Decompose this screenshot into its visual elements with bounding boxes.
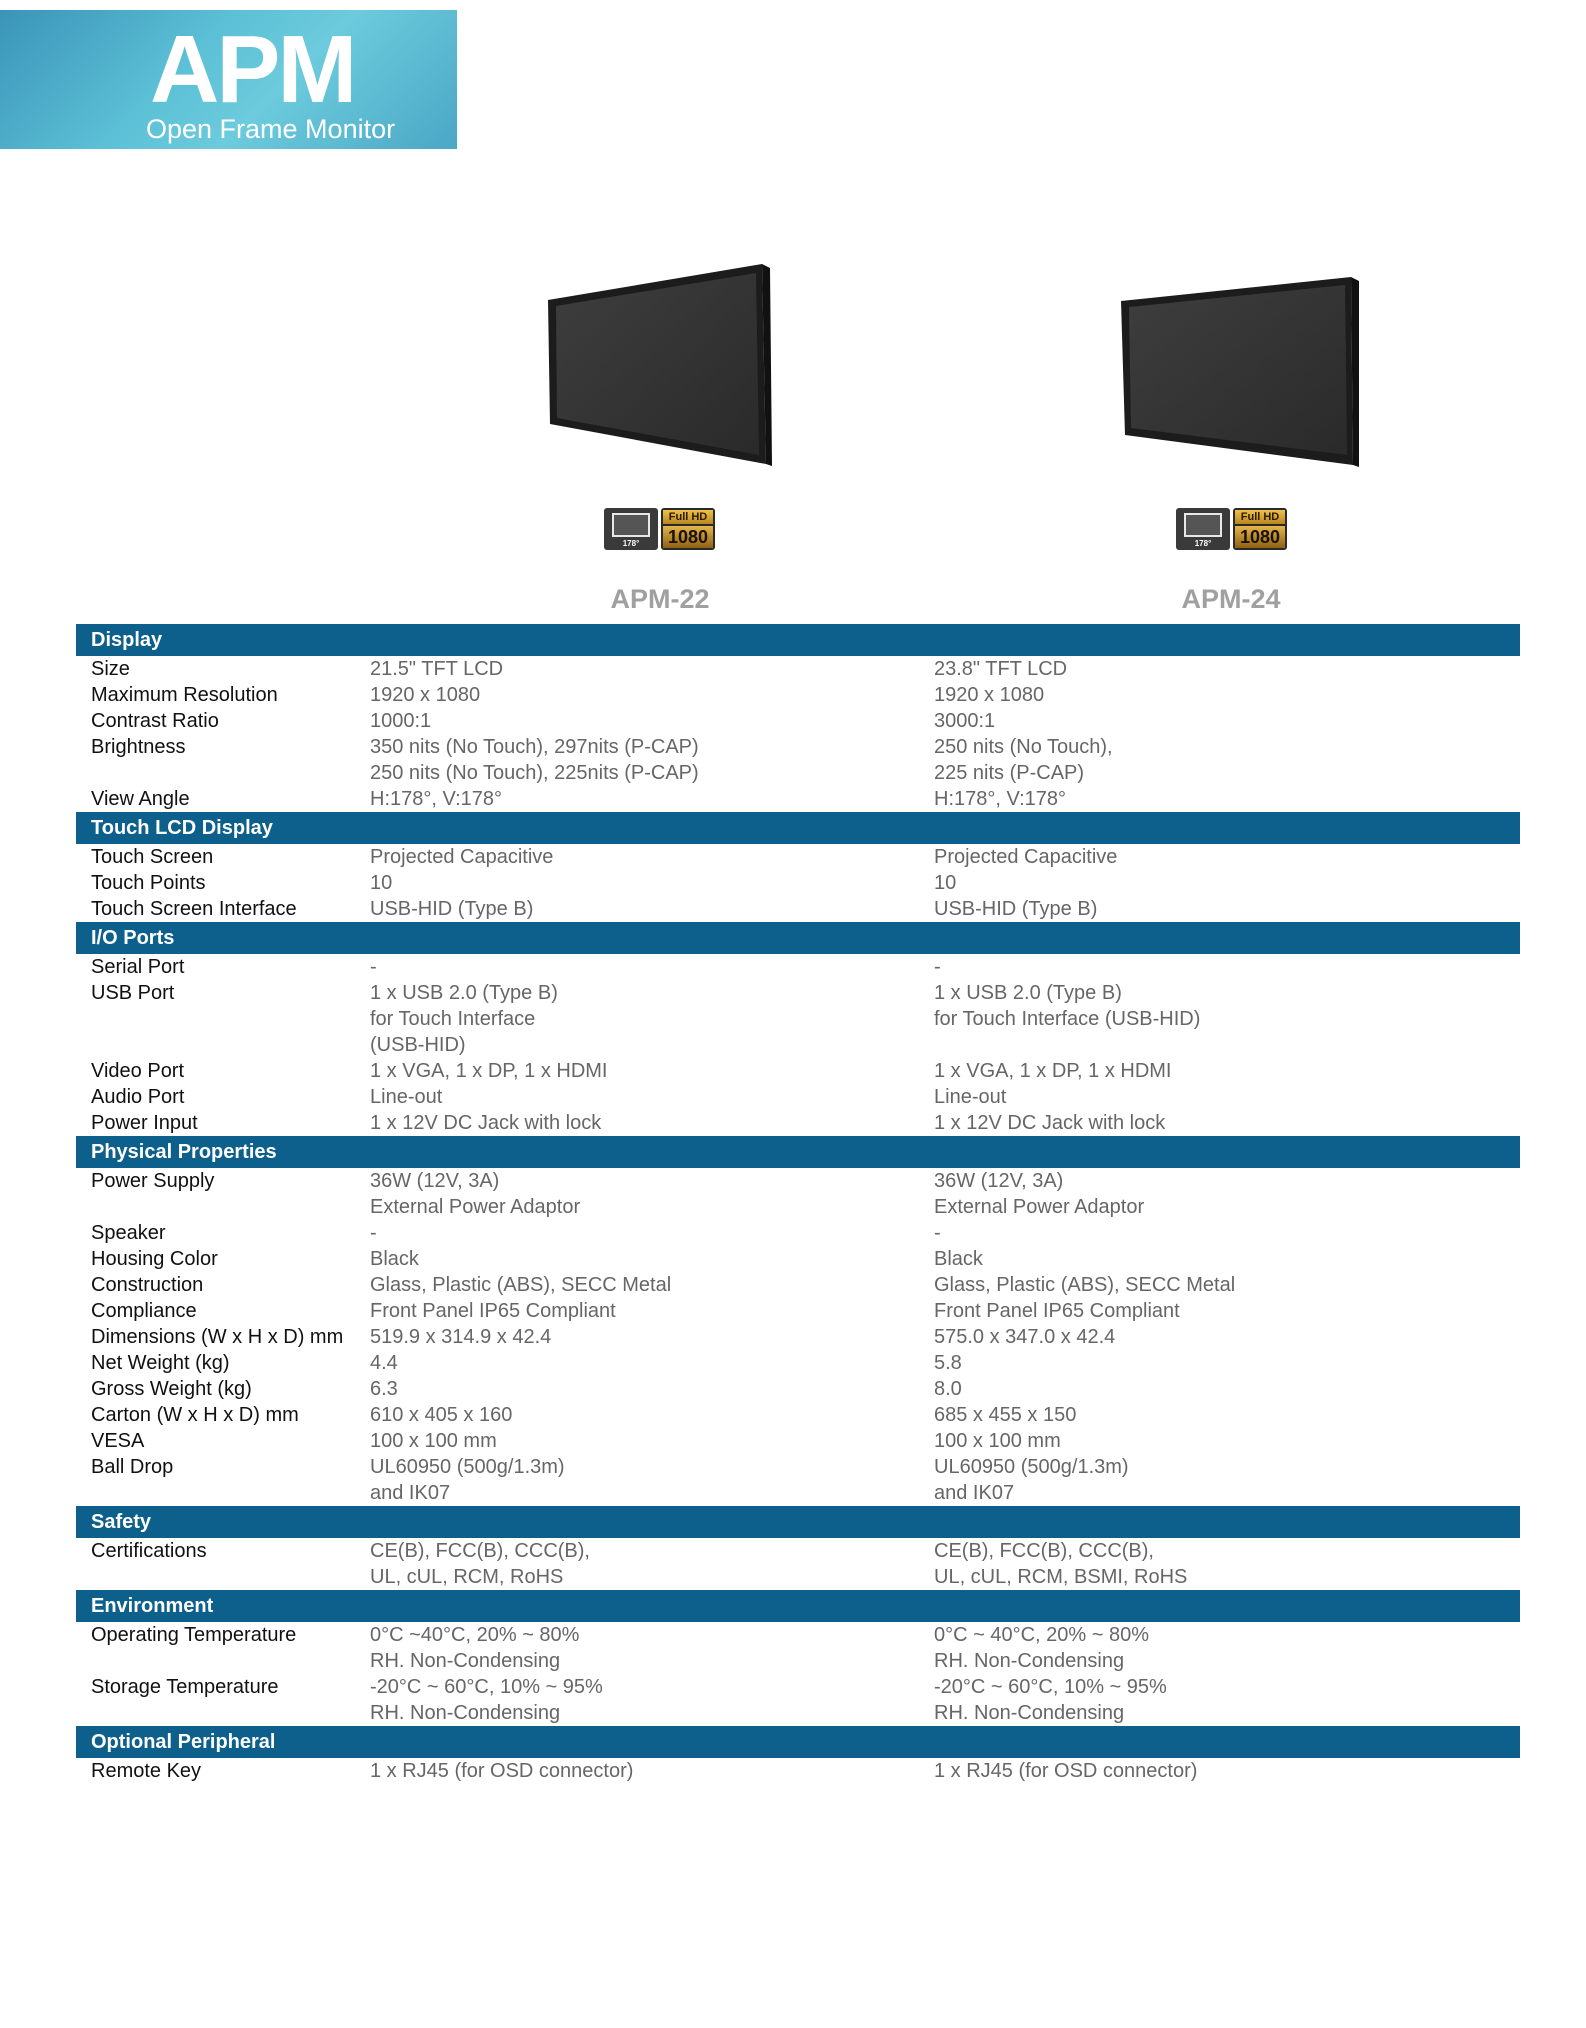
spec-value-apm-22: Front Panel IP65 Compliant [370,1300,616,1322]
spec-label: Speaker [91,1222,166,1244]
section-header: Touch LCD Display [76,812,1520,844]
spec-value-apm-24: 1 x RJ45 (for OSD connector) [934,1760,1198,1782]
spec-value-apm-24: 1 x VGA, 1 x DP, 1 x HDMI [934,1060,1172,1082]
spec-value-apm-24: 5.8 [934,1352,962,1374]
spec-table [76,624,1520,1784]
spec-value-apm-22: 21.5" TFT LCD [370,658,504,680]
spec-row [76,786,1520,812]
spec-label: Touch Screen Interface [91,898,297,920]
spec-row [76,1376,1520,1402]
spec-value-apm-24: Glass, Plastic (ABS), SECC Metal [934,1274,1236,1296]
feature-badges-apm-24 [1176,508,1287,550]
spec-row [76,1324,1520,1350]
product-image-apm-24 [1113,275,1363,475]
spec-value-apm-22: Line-out [370,1086,443,1108]
spec-value-apm-24: - [934,956,941,978]
spec-label: Operating Temperature [91,1624,297,1646]
spec-value-apm-24: 10 [934,872,957,894]
spec-value-apm-24: 575.0 x 347.0 x 42.4 [934,1326,1116,1348]
spec-label: Remote Key [91,1760,202,1782]
spec-value-apm-24: H:178°, V:178° [934,788,1067,810]
spec-label: Touch Points [91,872,206,894]
spec-value-apm-22: 100 x 100 mm [370,1430,497,1452]
spec-row [76,1454,1520,1506]
spec-value-apm-22: 4.4 [370,1352,398,1374]
spec-value-apm-22: 36W (12V, 3A) External Power Adaptor [370,1170,581,1218]
spec-value-apm-22: -20°C ~ 60°C, 10% ~ 95% RH. Non-Condensing [370,1676,603,1724]
spec-row [76,896,1520,922]
spec-value-apm-24: Projected Capacitive [934,846,1118,868]
spec-label: USB Port [91,982,175,1004]
spec-row [76,1058,1520,1084]
brand-banner [0,10,457,149]
spec-label: VESA [91,1430,145,1452]
spec-label: View Angle [91,788,190,810]
spec-value-apm-22: Projected Capacitive [370,846,554,868]
spec-label: Size [91,658,130,680]
spec-row [76,1622,1520,1674]
spec-row [76,1220,1520,1246]
spec-label: Housing Color [91,1248,218,1270]
spec-value-apm-22: 10 [370,872,393,894]
spec-value-apm-24: 100 x 100 mm [934,1430,1061,1452]
spec-value-apm-22: 1 x VGA, 1 x DP, 1 x HDMI [370,1060,608,1082]
spec-value-apm-22: 1 x 12V DC Jack with lock [370,1112,602,1134]
spec-label: Brightness [91,736,186,758]
section-header: Physical Properties [76,1136,1520,1168]
wide-view-angle-icon: 178° [604,508,658,550]
spec-row [76,1350,1520,1376]
spec-value-apm-22: 1920 x 1080 [370,684,481,706]
spec-row [76,708,1520,734]
spec-value-apm-24: 1920 x 1080 [934,684,1045,706]
spec-row [76,682,1520,708]
spec-value-apm-24: CE(B), FCC(B), CCC(B), UL, cUL, RCM, BSMI, RoHS [934,1540,1188,1588]
spec-value-apm-22: 350 nits (No Touch), 297nits (P-CAP) 250 nits (No Touch), 225nits (P-CAP) [370,736,699,784]
spec-row [76,1674,1520,1726]
section-header: Display [76,624,1520,656]
model-name-apm-22: APM-22 [610,584,710,614]
spec-row [76,734,1520,786]
spec-row [76,1428,1520,1454]
spec-value-apm-24: 1 x 12V DC Jack with lock [934,1112,1166,1134]
spec-label: Video Port [91,1060,185,1082]
spec-value-apm-22: - [370,1222,377,1244]
spec-value-apm-24: USB-HID (Type B) [934,898,1098,920]
spec-label: Construction [91,1274,204,1296]
spec-label: Compliance [91,1300,197,1322]
spec-value-apm-24: 23.8" TFT LCD [934,658,1068,680]
spec-value-apm-24: 250 nits (No Touch), 225 nits (P-CAP) [934,736,1113,784]
spec-label: Touch Screen [91,846,214,868]
spec-label: Carton (W x H x D) mm [91,1404,299,1426]
spec-value-apm-24: 3000:1 [934,710,996,732]
spec-value-apm-22: 519.9 x 314.9 x 42.4 [370,1326,552,1348]
spec-row [76,1246,1520,1272]
spec-label: Maximum Resolution [91,684,278,706]
spec-value-apm-22: CE(B), FCC(B), CCC(B), UL, cUL, RCM, RoHS [370,1540,590,1588]
spec-value-apm-24: Front Panel IP65 Compliant [934,1300,1180,1322]
spec-value-apm-24: 685 x 455 x 150 [934,1404,1077,1426]
spec-label: Storage Temperature [91,1676,279,1698]
spec-value-apm-24: - [934,1222,941,1244]
spec-value-apm-24: 8.0 [934,1378,962,1400]
spec-value-apm-22: 610 x 405 x 160 [370,1404,513,1426]
section-header: I/O Ports [76,922,1520,954]
feature-badges-apm-22 [604,508,715,550]
spec-row [76,1110,1520,1136]
spec-label: Audio Port [91,1086,185,1108]
spec-value-apm-24: Black [934,1248,983,1270]
spec-row [76,1298,1520,1324]
spec-value-apm-22: 1 x RJ45 (for OSD connector) [370,1760,634,1782]
spec-row [76,1272,1520,1298]
spec-value-apm-22: 6.3 [370,1378,398,1400]
full-hd-1080-icon: Full HD 1080 [661,508,715,550]
spec-row [76,1758,1520,1784]
spec-row [76,1402,1520,1428]
spec-value-apm-22: USB-HID (Type B) [370,898,534,920]
spec-row [76,980,1520,1058]
section-header: Safety [76,1506,1520,1538]
spec-row [76,1084,1520,1110]
spec-value-apm-24: Line-out [934,1086,1007,1108]
spec-row [76,870,1520,896]
spec-label: Power Input [91,1112,198,1134]
product-image-apm-22 [540,260,780,470]
spec-label: Contrast Ratio [91,710,219,732]
brand-title: APM [150,16,355,123]
spec-value-apm-22: 1 x USB 2.0 (Type B) for Touch Interface (USB-HID) [370,982,558,1056]
spec-row [76,1538,1520,1590]
section-header: Optional Peripheral [76,1726,1520,1758]
spec-value-apm-22: Glass, Plastic (ABS), SECC Metal [370,1274,672,1296]
spec-row [76,844,1520,870]
spec-value-apm-24: 1 x USB 2.0 (Type B) for Touch Interface (USB-HID) [934,982,1201,1030]
spec-value-apm-22: - [370,956,377,978]
spec-label: Gross Weight (kg) [91,1378,252,1400]
spec-row [76,1168,1520,1220]
spec-label: Dimensions (W x H x D) mm [91,1326,344,1348]
spec-value-apm-24: UL60950 (500g/1.3m) and IK07 [934,1456,1129,1504]
spec-value-apm-22: 1000:1 [370,710,432,732]
spec-value-apm-24: 36W (12V, 3A) External Power Adaptor [934,1170,1145,1218]
spec-value-apm-22: H:178°, V:178° [370,788,503,810]
full-hd-1080-icon: Full HD 1080 [1233,508,1287,550]
spec-value-apm-22: Black [370,1248,419,1270]
brand-subtitle: Open Frame Monitor [146,114,396,144]
wide-view-angle-icon: 178° [1176,508,1230,550]
spec-value-apm-24: 0°C ~ 40°C, 20% ~ 80% RH. Non-Condensing [934,1624,1150,1672]
spec-label: Net Weight (kg) [91,1352,230,1374]
spec-value-apm-22: 0°C ~40°C, 20% ~ 80% RH. Non-Condensing [370,1624,580,1672]
spec-label: Certifications [91,1540,207,1562]
spec-value-apm-22: UL60950 (500g/1.3m) and IK07 [370,1456,565,1504]
section-header: Environment [76,1590,1520,1622]
spec-label: Power Supply [91,1170,215,1192]
spec-label: Ball Drop [91,1456,174,1478]
model-name-apm-24: APM-24 [1181,584,1281,614]
spec-value-apm-24: -20°C ~ 60°C, 10% ~ 95% RH. Non-Condensing [934,1676,1167,1724]
spec-row [76,656,1520,682]
spec-label: Serial Port [91,956,185,978]
spec-row [76,954,1520,980]
